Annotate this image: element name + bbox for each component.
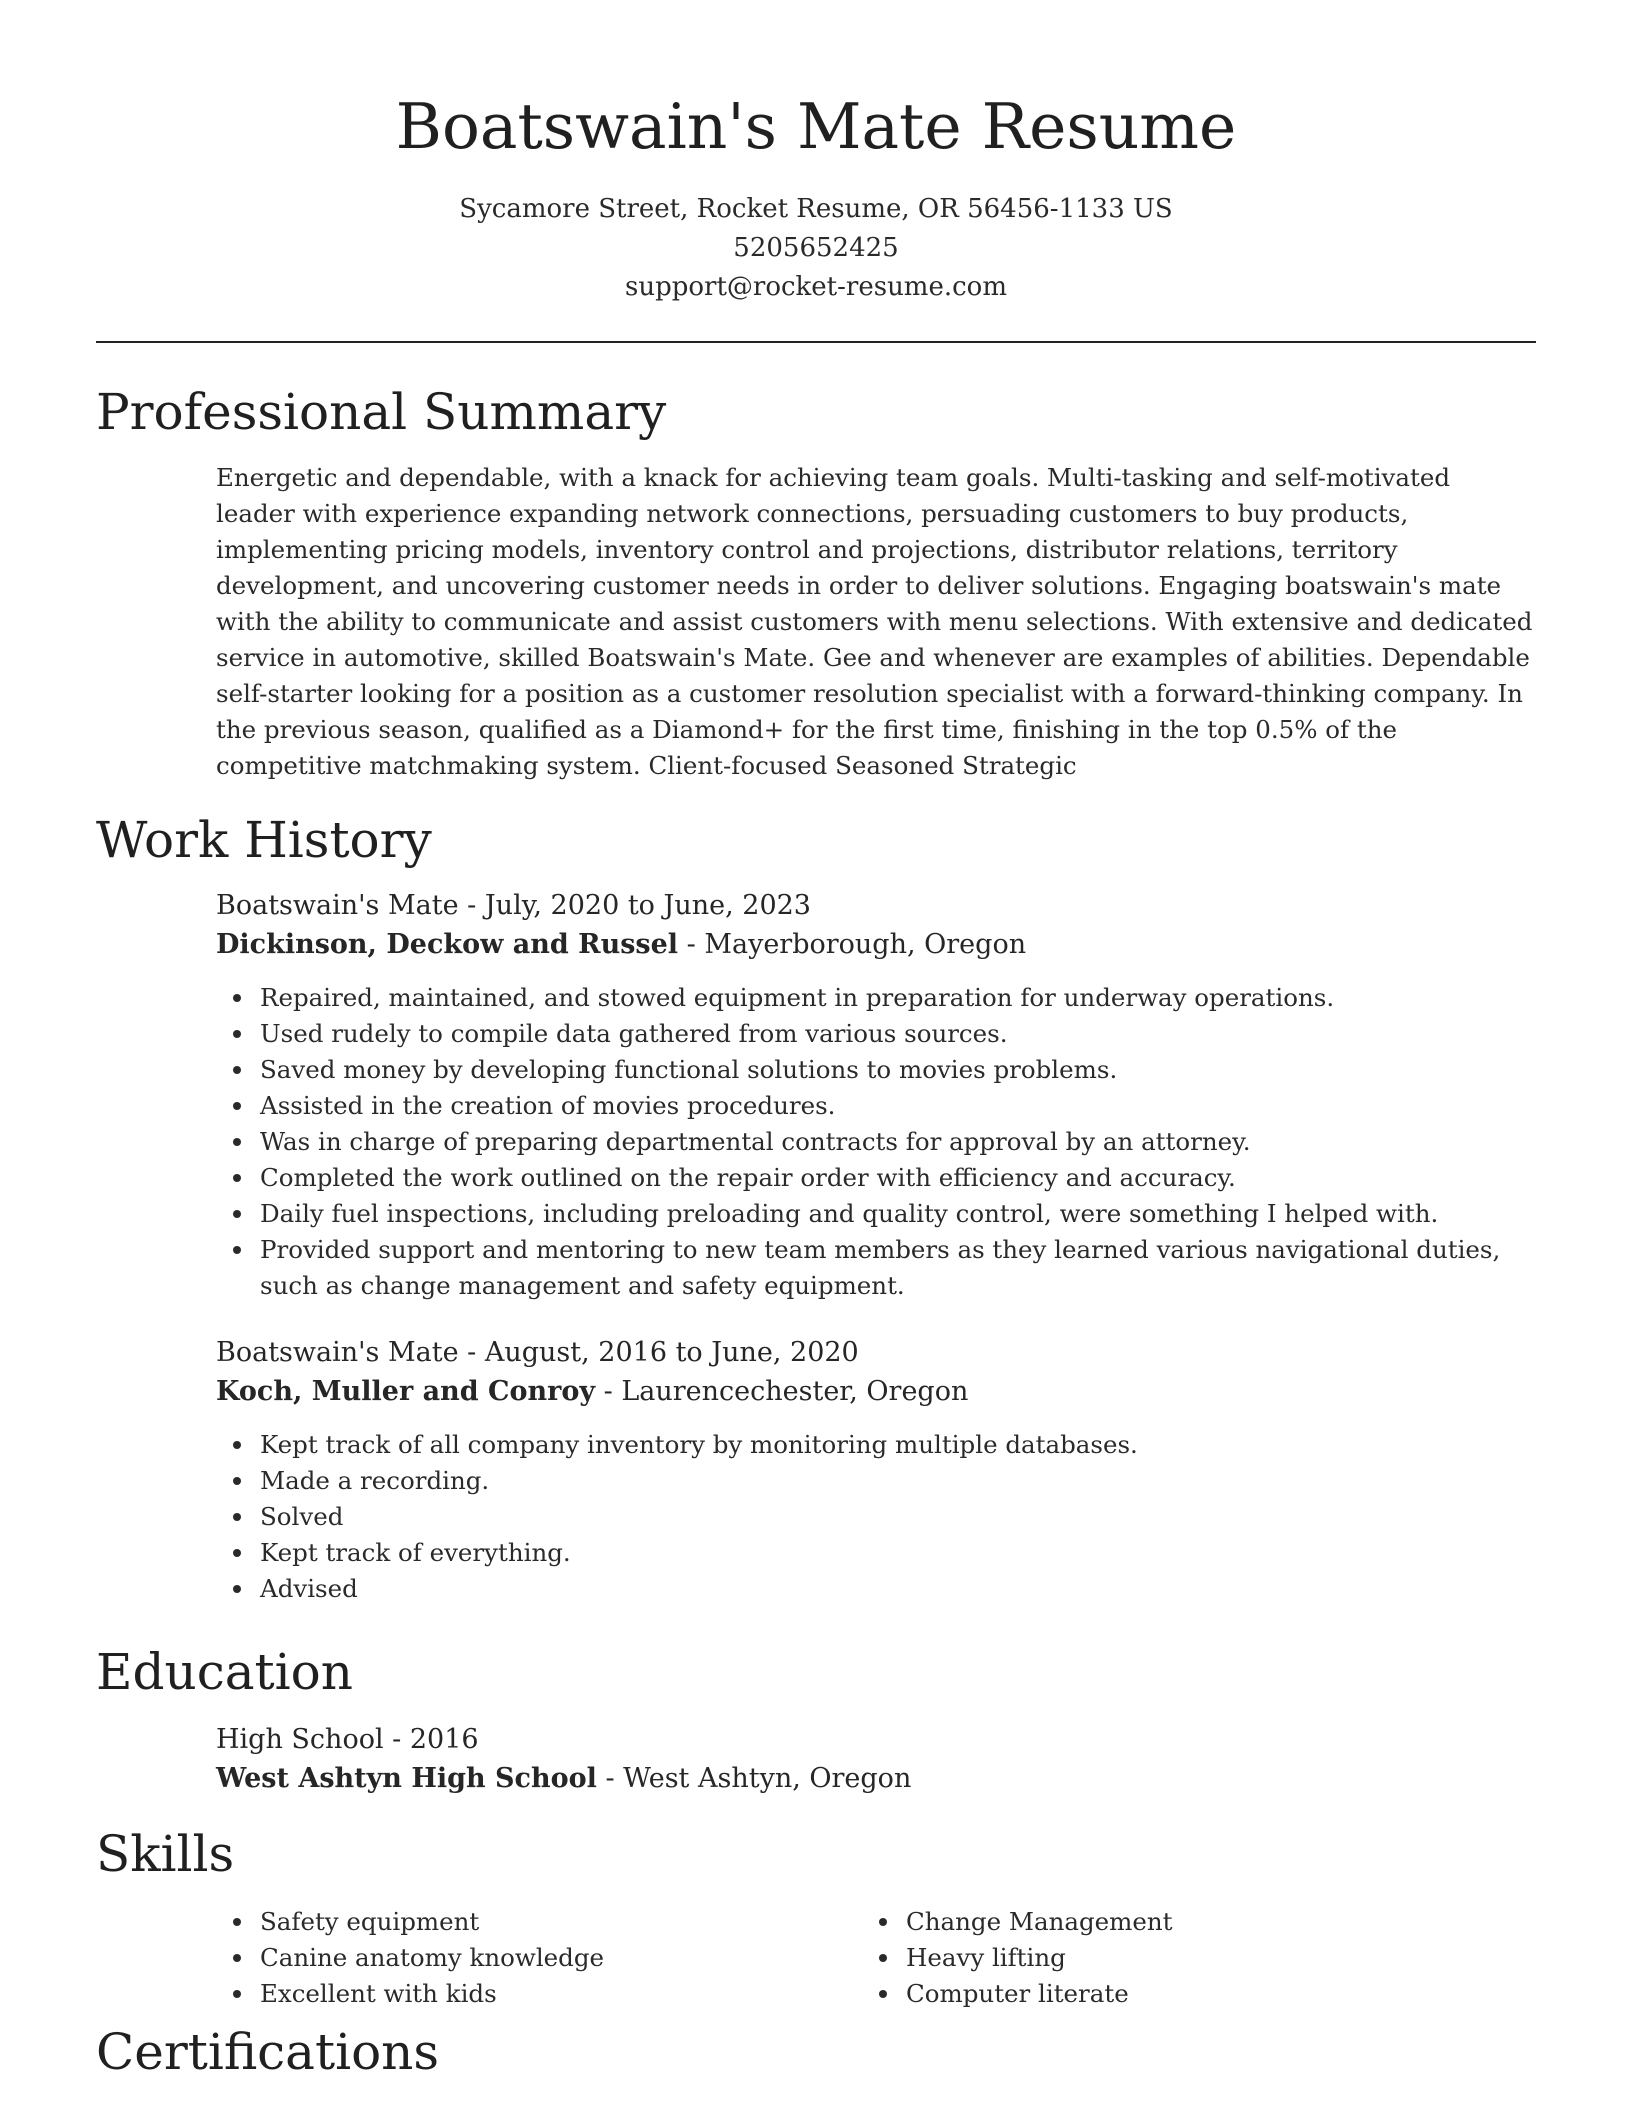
summary-block (216, 460, 1536, 784)
skills-column-left (216, 1904, 816, 2012)
skills-column-right (862, 1904, 1462, 2012)
job-duties-list (216, 1427, 1536, 1607)
list-item: Completed the work outlined on the repair order with efficiency and accuracy. (216, 1160, 1536, 1196)
education-school-line (216, 1759, 1536, 1798)
list-item: Safety equipment (216, 1904, 816, 1940)
skills-list (216, 1904, 816, 2012)
section-title-work: Work History (96, 811, 432, 869)
job-company-line (216, 1372, 1536, 1411)
list-item: Repaired, maintained, and stowed equipment in preparation for underway operations. (216, 980, 1536, 1016)
list-item: Made a recording. (216, 1463, 1536, 1499)
education-degree-line: High School - 2016 (216, 1724, 479, 1755)
section-title-education: Education (96, 1643, 353, 1701)
list-item: Canine anatomy knowledge (216, 1940, 816, 1976)
list-item: Saved money by developing functional solutions to movies problems. (216, 1052, 1536, 1088)
list-item: Change Management (862, 1904, 1462, 1940)
job-title-line: Boatswain's Mate - August, 2016 to June, 2020 (216, 1337, 859, 1368)
resume-title: Boatswain's Mate Resume (395, 90, 1237, 163)
list-item: Was in charge of preparing departmental contracts for approval by an attorney. (216, 1124, 1536, 1160)
list-item: Computer literate (862, 1976, 1462, 2012)
list-item: Kept track of all company inventory by monitoring multiple databases. (216, 1427, 1536, 1463)
list-item: Kept track of everything. (216, 1535, 1536, 1571)
list-item: Provided support and mentoring to new team members as they learned various navigational duties, such as change management and safety equipment. (216, 1232, 1536, 1304)
education-location: - West Ashtyn, Oregon (596, 1763, 912, 1794)
summary-text: Energetic and dependable, with a knack for achieving team goals. Multi-tasking and self-motivated leader with experience expanding network connections, persuading customers to buy products, implementing pricing models, inventory control and projections, distributor relations, territory development, and uncovering customer needs in order to deliver solutions. Engaging boatswain's mate with the ability to communicate and assist customers with menu selections. With extensive and dedicated service in automotive, skilled Boatswain's Mate. Gee and whenever are examples of abilities. Dependable self-starter looking for a position as a customer resolution specialist with a forward-thinking company. In the previous season, qualified as a Diamond+ for the first time, finishing in the top 0.5% of the competitive matchmaking system. Client-focused Seasoned Strategic (216, 463, 1533, 780)
list-item: Excellent with kids (216, 1976, 816, 2012)
contact-phone: 5205652425 (733, 233, 899, 263)
job-entry (216, 1333, 1536, 1607)
job-company-name: Dickinson, Deckow and Russel (216, 929, 679, 960)
list-item: Advised (216, 1571, 1536, 1607)
job-company-name: Koch, Muller and Conroy (216, 1376, 596, 1407)
list-item: Assisted in the creation of movies procedures. (216, 1088, 1536, 1124)
education-entry (216, 1720, 1536, 1798)
skills-list (862, 1904, 1462, 2012)
list-item: Heavy lifting (862, 1940, 1462, 1976)
job-entry (216, 886, 1536, 1304)
job-company-line (216, 925, 1536, 964)
job-title-line: Boatswain's Mate - July, 2020 to June, 2023 (216, 890, 811, 921)
list-item: Daily fuel inspections, including preloading and quality control, were something I helped with. (216, 1196, 1536, 1232)
section-title-certifications: Certifications (96, 2023, 440, 2081)
job-company-location: - Mayerborough, Oregon (678, 929, 1027, 960)
list-item: Used rudely to compile data gathered from various sources. (216, 1016, 1536, 1052)
section-title-skills: Skills (96, 1825, 235, 1883)
section-title-summary: Professional Summary (96, 383, 667, 441)
job-duties-list (216, 980, 1536, 1304)
contact-email: support@rocket-resume.com (624, 272, 1007, 302)
contact-block (0, 190, 1632, 307)
header-divider (96, 341, 1536, 343)
list-item: Solved (216, 1499, 1536, 1535)
education-school-name: West Ashtyn High School (216, 1763, 597, 1794)
contact-address: Sycamore Street, Rocket Resume, OR 56456-1133 US (459, 194, 1173, 224)
job-company-location: - Laurencechester, Oregon (595, 1376, 969, 1407)
